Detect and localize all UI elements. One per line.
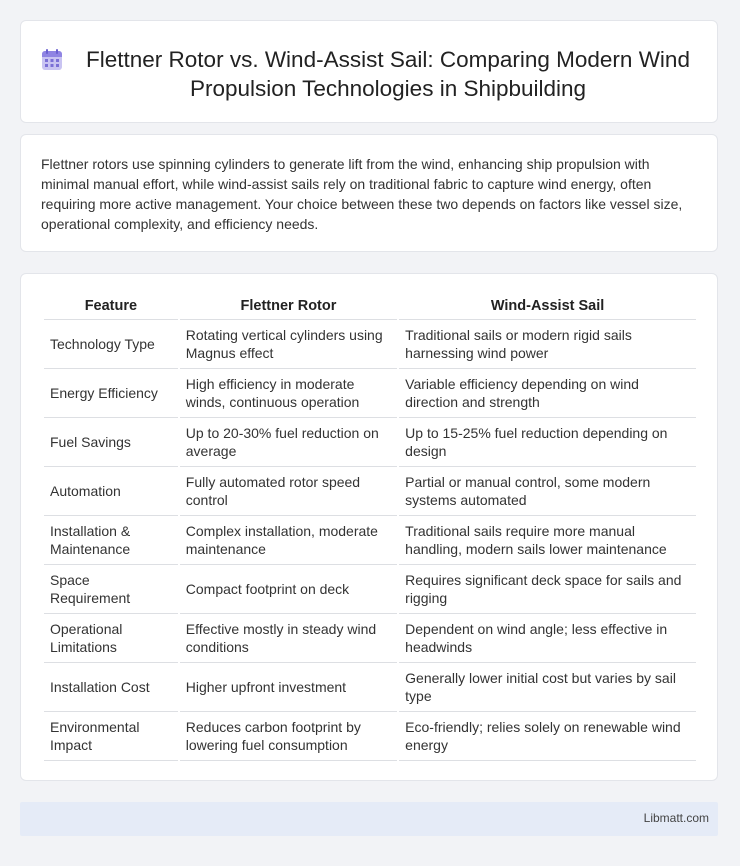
feature-cell: Fuel Savings (44, 417, 178, 466)
flettner-cell: Compact footprint on deck (180, 564, 397, 613)
comparison-table-card (20, 273, 718, 781)
flettner-cell: Fully automated rotor speed control (180, 466, 397, 515)
feature-cell: Installation Cost (44, 662, 178, 711)
flettner-cell: Up to 20-30% fuel reduction on average (180, 417, 397, 466)
column-header-flettner-rotor: Flettner Rotor (240, 298, 337, 314)
sail-cell: Generally lower initial cost but varies by sail type (399, 662, 696, 711)
flettner-cell: Complex installation, moderate maintenance (180, 515, 397, 564)
flettner-cell: Higher upfront investment (180, 662, 397, 711)
table-row (44, 417, 696, 466)
sail-cell: Traditional sails or modern rigid sails harnessing wind power (399, 319, 696, 368)
table-row (44, 711, 696, 761)
footer-bar (20, 802, 718, 836)
table-row (44, 319, 696, 368)
intro-text: Flettner rotors use spinning cylinders to generate lift from the wind, enhancing ship propulsion with minimal manual effort, while wind-assist sails rely on traditional fabric to capture wind energy, often requiring more active management. Your choice between these two depends on factors like vessel size, operational complexity, and efficiency needs. (41, 156, 683, 232)
table-row (44, 466, 696, 515)
intro-card (20, 134, 718, 252)
table-row (44, 613, 696, 662)
comparison-table (42, 293, 698, 761)
feature-cell: Operational Limitations (44, 613, 178, 662)
table-row (44, 662, 696, 711)
title-card (20, 20, 718, 123)
table-header-row (44, 293, 696, 319)
page-title: Flettner Rotor vs. Wind-Assist Sail: Comparing Modern Wind Propulsion Technologies in Shipbuilding (86, 47, 690, 101)
sail-cell: Up to 15-25% fuel reduction depending on design (399, 417, 696, 466)
table-row (44, 515, 696, 564)
feature-cell: Environmental Impact (44, 711, 178, 761)
sail-cell: Requires significant deck space for sails and rigging (399, 564, 696, 613)
table-row (44, 368, 696, 417)
sail-cell: Partial or manual control, some modern systems automated (399, 466, 696, 515)
flettner-cell: Effective mostly in steady wind conditions (180, 613, 397, 662)
column-header-wind-assist-sail: Wind-Assist Sail (490, 298, 605, 314)
table-row (44, 564, 696, 613)
column-header-feature: Feature (84, 298, 138, 314)
footer-brand-link[interactable]: Libmatt.com (643, 811, 709, 825)
sail-cell: Dependent on wind angle; less effective in headwinds (399, 613, 696, 662)
flettner-cell: Rotating vertical cylinders using Magnus effect (180, 319, 397, 368)
feature-cell: Installation & Maintenance (44, 515, 178, 564)
sail-cell: Traditional sails require more manual handling, modern sails lower maintenance (399, 515, 696, 564)
feature-cell: Technology Type (44, 319, 178, 368)
flettner-cell: Reduces carbon footprint by lowering fuel consumption (180, 711, 397, 761)
feature-cell: Energy Efficiency (44, 368, 178, 417)
flettner-cell: High efficiency in moderate winds, continuous operation (180, 368, 397, 417)
sail-cell: Eco-friendly; relies solely on renewable wind energy (399, 711, 696, 761)
sail-cell: Variable efficiency depending on wind direction and strength (399, 368, 696, 417)
feature-cell: Space Requirement (44, 564, 178, 613)
feature-cell: Automation (44, 466, 178, 515)
calendar-grid-icon (41, 49, 63, 71)
